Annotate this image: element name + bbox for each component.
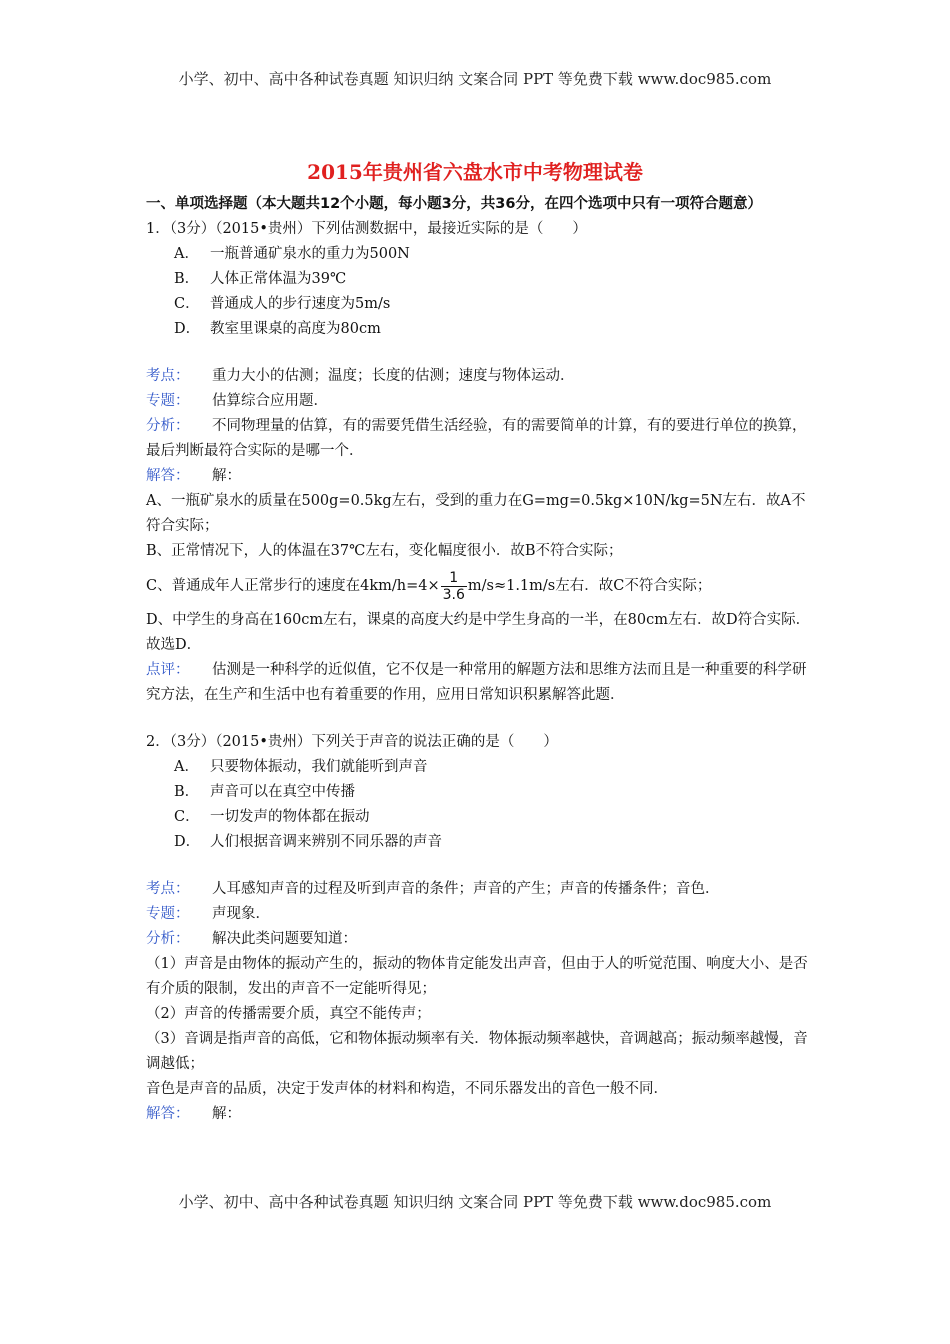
option-letter: B． (174, 784, 200, 800)
option-text: 一瓶普通矿泉水的重力为500N (210, 246, 410, 262)
fraction-denominator: 3.6 (442, 586, 465, 603)
jieda-label: 解答： (146, 1106, 190, 1122)
question-2-zhuanti (146, 902, 814, 927)
dianping-label: 点评： (146, 662, 190, 678)
dianping-text: 估测是一种科学的近似值，它不仅是一种常用的解题方法和思维方法而且是一种重要的科学研究方法，在生产和生活中也有着重要的作用，应用日常知识积累解答此题． (146, 662, 807, 703)
fenxi-label: 分析： (146, 931, 190, 947)
question-1-stem: 1．（3分）（2015•贵州）下列估测数据中，最接近实际的是（ ） (146, 221, 587, 237)
question-1-option-a (146, 242, 814, 267)
option-text: 普通成人的步行速度为5m/s (210, 296, 391, 312)
question-2-jieda (146, 1102, 814, 1127)
answer-c-post: m/s≈1.1m/s左右．故C不符合实际； (467, 578, 712, 594)
question-1-answer-b: B、正常情况下，人的体温在37℃左右，变化幅度很小．故B不符合实际； (146, 543, 623, 559)
question-2-stem: 2．（3分）（2015•贵州）下列关于声音的说法正确的是（ ） (146, 734, 558, 750)
question-2-option-d (146, 830, 814, 855)
question-1-dianping (146, 658, 814, 708)
option-text: 教室里课桌的高度为80cm (210, 321, 381, 337)
jieda-text: 解： (212, 468, 241, 484)
question-2-point-3: （3）音调是指声音的高低，它和物体振动频率有关．物体振动频率越快，音调越高；振动频率越慢，音调越低； (146, 1031, 808, 1072)
question-2-fenxi (146, 927, 814, 952)
option-text: 人们根据音调来辨别不同乐器的声音 (210, 834, 442, 850)
question-1-jieda (146, 464, 814, 489)
zhuanti-label: 专题： (146, 393, 190, 409)
page-header-banner: 小学、初中、高中各种试卷真题 知识归纳 文案合同 PPT 等免费下载 www.doc985.com (178, 70, 772, 88)
kaodian-text: 人耳感知声音的过程及听到声音的条件；声音的产生；声音的传播条件；音色． (212, 881, 720, 897)
jieda-label: 解答： (146, 468, 190, 484)
answer-c-pre: C、普通成年人正常步行的速度在4km/h=4× (146, 578, 440, 594)
kaodian-label: 考点： (146, 881, 190, 897)
zhuanti-label: 专题： (146, 906, 190, 922)
question-2-option-b (146, 780, 814, 805)
question-2-point-2: （2）声音的传播需要介质，真空不能传声； (146, 1006, 431, 1022)
option-letter: D． (174, 321, 201, 337)
option-letter: D． (174, 834, 201, 850)
zhuanti-text: 声现象． (212, 906, 270, 922)
jieda-text: 解： (212, 1106, 241, 1122)
kaodian-label: 考点： (146, 368, 190, 384)
fraction (441, 570, 467, 603)
question-2-option-a (146, 755, 814, 780)
question-1-option-c (146, 292, 814, 317)
option-letter: A． (174, 246, 199, 262)
zhuanti-text: 估算综合应用题． (212, 393, 328, 409)
exam-title: 2015年贵州省六盘水市中考物理试卷 (307, 160, 643, 184)
question-1-answer-c (146, 564, 814, 608)
fenxi-label: 分析： (146, 418, 190, 434)
question-1-option-d (146, 317, 814, 342)
question-2-kaodian (146, 877, 814, 902)
question-1-option-b (146, 267, 814, 292)
exam-content (146, 192, 814, 1127)
question-2-point-1: （1）声音是由物体的振动产生的，振动的物体肯定能发出声音，但由于人的听觉范围、响度大小、是否有介质的限制，发出的声音不一定能听得见； (146, 956, 808, 997)
question-1-fenxi (146, 414, 814, 464)
question-1-answer-d: D、中学生的身高在160cm左右，课桌的高度大约是中学生身高的一半，在80cm左右．故D符合实际． (146, 612, 811, 628)
question-1-answer-a: A、一瓶矿泉水的质量在500g=0.5kg左右，受到的重力在G=mg=0.5kg×10N/kg=5N左右．故A不符合实际； (146, 493, 806, 534)
question-1-kaodian (146, 364, 814, 389)
page-footer-banner: 小学、初中、高中各种试卷真题 知识归纳 文案合同 PPT 等免费下载 www.doc985.com (178, 1193, 772, 1211)
option-text: 一切发声的物体都在振动 (210, 809, 370, 825)
option-letter: C． (174, 296, 200, 312)
fenxi-text: 解决此类问题要知道： (212, 931, 357, 947)
fraction-numerator: 1 (441, 570, 467, 587)
kaodian-text: 重力大小的估测；温度；长度的估测；速度与物体运动． (212, 368, 575, 384)
question-1-choose: 故选D． (146, 637, 202, 653)
option-text: 人体正常体温为39℃ (210, 271, 347, 287)
option-letter: C． (174, 809, 200, 825)
question-2-option-c (146, 805, 814, 830)
question-1-zhuanti (146, 389, 814, 414)
option-text: 只要物体振动，我们就能听到声音 (210, 759, 428, 775)
section-heading: 一、单项选择题（本大题共12个小题，每小题3分，共36分，在四个选项中只有一项符合题意） (146, 196, 762, 212)
fenxi-text: 不同物理量的估算，有的需要凭借生活经验，有的需要简单的计算，有的要进行单位的换算，最后判断最符合实际的是哪一个． (146, 418, 807, 459)
option-letter: B． (174, 271, 200, 287)
option-text: 声音可以在真空中传播 (210, 784, 355, 800)
option-letter: A． (174, 759, 199, 775)
question-2-point-4: 音色是声音的品质，决定于发声体的材料和构造，不同乐器发出的音色一般不同． (146, 1081, 668, 1097)
